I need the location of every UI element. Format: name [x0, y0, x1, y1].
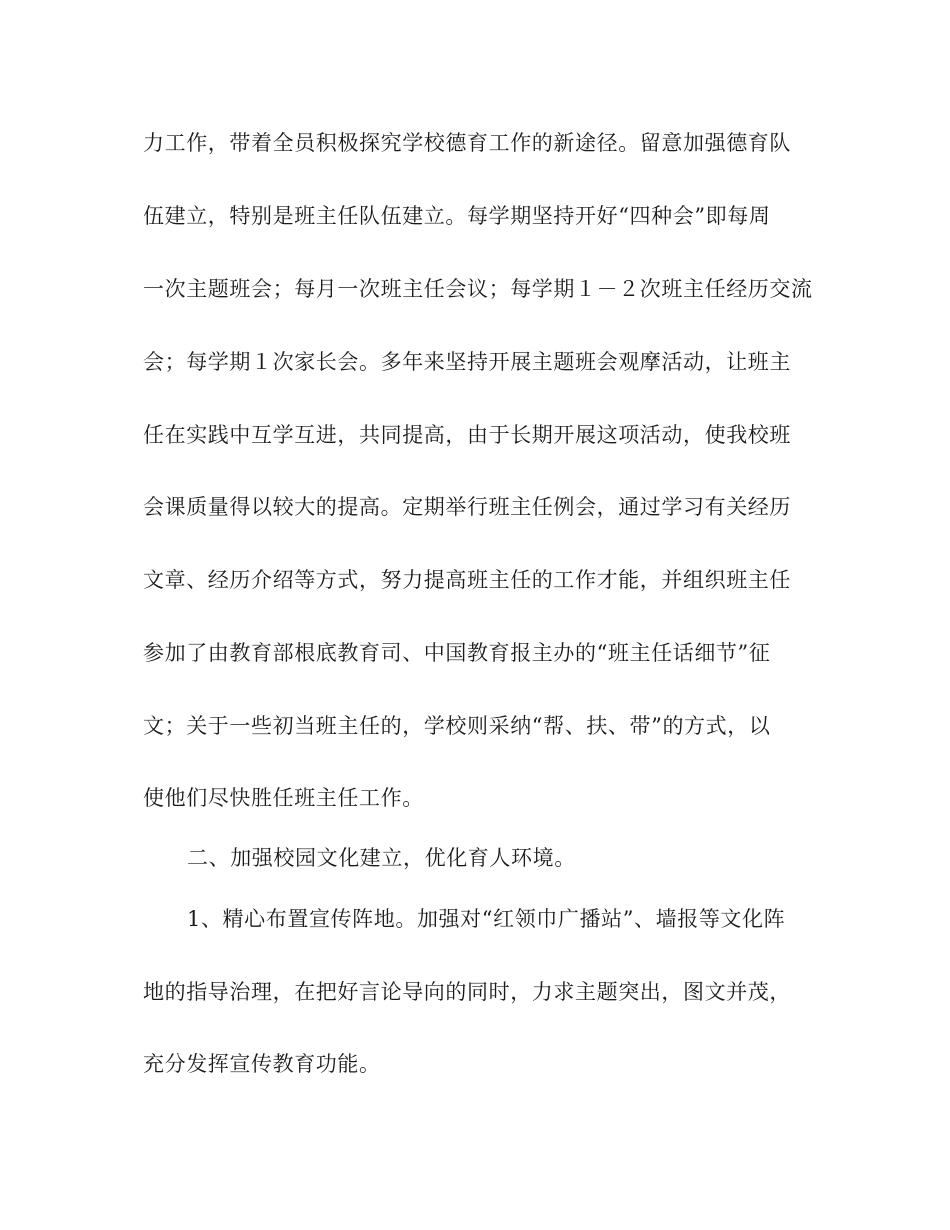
section-heading: 二、加强校园文化建立，优化育人环境。 [187, 846, 576, 870]
text-line: 会课质量得以较大的提高。定期举行班主任例会，通过学习有关经历 [143, 495, 791, 519]
text-line: 会；每学期１次家长会。多年来坚持开展主题班会观摩活动，让班主 [143, 350, 791, 374]
paragraph-start-line: 1、精心布置宣传阵地。加强对“红领巾广播站”、墙报等文化阵 [187, 907, 786, 931]
document-body [143, 0, 813, 1230]
text-line: 一次主题班会；每月一次班主任会议；每学期１－２次班主任经历交流 [143, 277, 813, 301]
text-line: 文；关于一些初当班主任的，学校则采纳“帮、扶、带”的方式，以 [143, 714, 771, 738]
text-line: 任在实践中互学互进，共同提高，由于长期开展这项活动，使我校班 [143, 423, 791, 447]
text-line: 充分发挥宣传教育功能。 [143, 1052, 381, 1076]
text-line: 力工作，带着全员积极探究学校德育工作的新途径。留意加强德育队 [143, 131, 791, 155]
text-line: 使他们尽快胜任班主任工作。 [143, 786, 424, 810]
text-line: 伍建立，特别是班主任队伍建立。每学期坚持开好“四种会”即每周 [143, 204, 771, 228]
text-line: 参加了由教育部根底教育司、中国教育报主办的“班主任话细节”征 [143, 641, 771, 665]
text-line: 地的指导治理，在把好言论导向的同时，力求主题突出，图文并茂， [143, 980, 791, 1004]
text-line: 文章、经历介绍等方式，努力提高班主任的工作才能，并组织班主任 [143, 568, 791, 592]
